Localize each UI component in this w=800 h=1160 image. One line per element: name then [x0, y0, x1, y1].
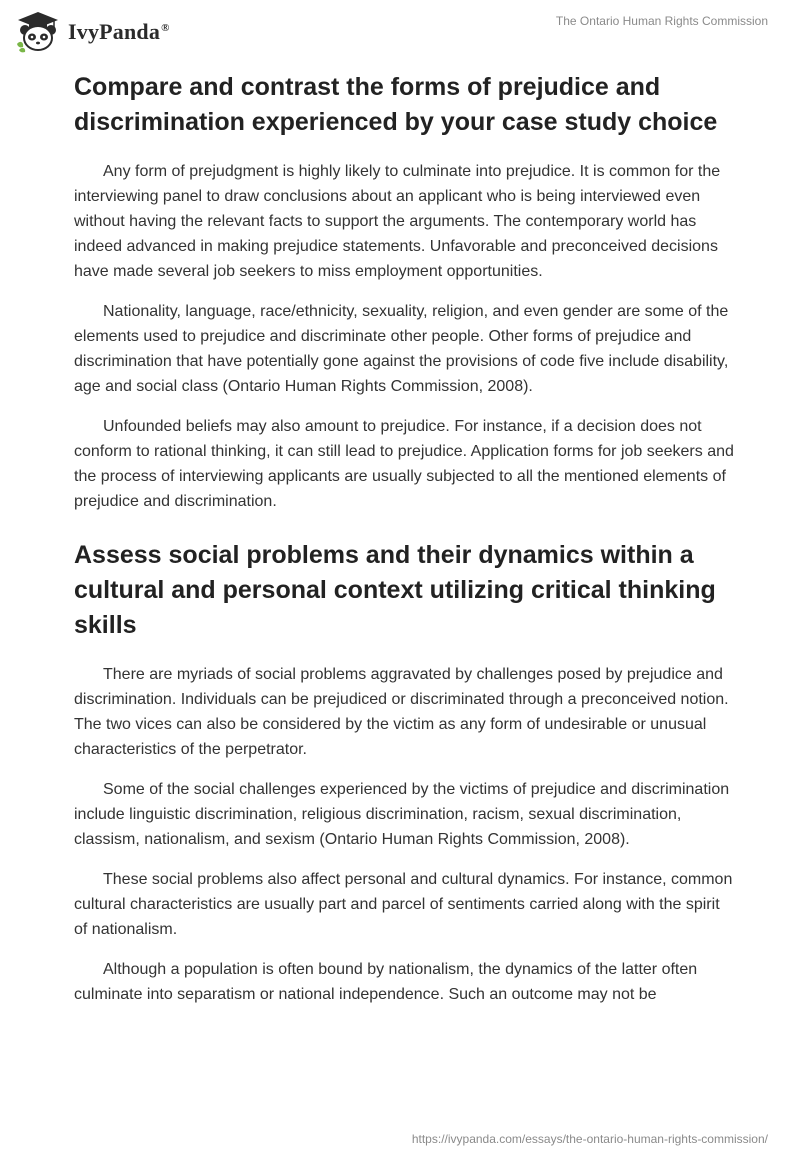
logo-text: IvyPanda® [68, 19, 170, 44]
registered-mark: ® [161, 21, 170, 34]
article-body [74, 70, 734, 1022]
section-heading-2: Assess social problems and their dynamics within a cultural and personal context utilizing critical thinking skills [74, 541, 716, 639]
paragraph: Although a population is often bound by nationalism, the dynamics of the latter often culminate into separatism or national independence. Such an outcome may not be [74, 961, 698, 1003]
panda-logo-icon [14, 10, 62, 54]
paragraph: Nationality, language, race/ethnicity, sexuality, religion, and even gender are some of the elements used to prejudice and discriminate other people. Other forms of prejudice and discrimination that have potentially gone against the provisions of code five include disability, age and social class (Ontario Human Rights Commission, 2008). [74, 303, 729, 395]
page-header [0, 0, 800, 56]
paragraph: These social problems also affect personal and cultural dynamics. For instance, common cultural characteristics are usually part and parcel of sentiments carried along with the spirit of nationalism. [74, 871, 733, 938]
paragraph: There are myriads of social problems aggravated by challenges posed by prejudice and discrimination. Individuals can be prejudiced or discriminated through a preconceived notion. The two vices can also be considered by the victim as any form of undesirable or unusual characteristics of the perpetrator. [74, 666, 729, 758]
logo[interactable] [14, 8, 170, 56]
paragraph: Some of the social challenges experienced by the victims of prejudice and discrimination include linguistic discrimination, religious discrimination, racism, sexual discrimination, classism, nationalism, and sexism (Ontario Human Rights Commission, 2008). [74, 781, 730, 848]
section-heading-1: Compare and contrast the forms of prejudice and discrimination experienced by your case study choice [74, 73, 718, 136]
document-title: The Ontario Human Rights Commission [555, 14, 768, 28]
paragraph: Unfounded beliefs may also amount to prejudice. For instance, if a decision does not conform to rational thinking, it can still lead to prejudice. Application forms for job seekers and the process of interviewing applicants are usually subjected to all the mentioned elements of prejudice and discrimination. [74, 418, 734, 510]
source-url-link[interactable]: https://ivypanda.com/essays/the-ontario-human-rights-commission/ [411, 1132, 768, 1146]
paragraph: Any form of prejudgment is highly likely to culminate into prejudice. It is common for the interviewing panel to draw conclusions about an applicant who is being interviewed even without having the relevant facts to support the arguments. The contemporary world has indeed advanced in making prejudice statements. Unfavorable and preconceived decisions have made several job seekers to miss employment opportunities. [74, 163, 721, 280]
